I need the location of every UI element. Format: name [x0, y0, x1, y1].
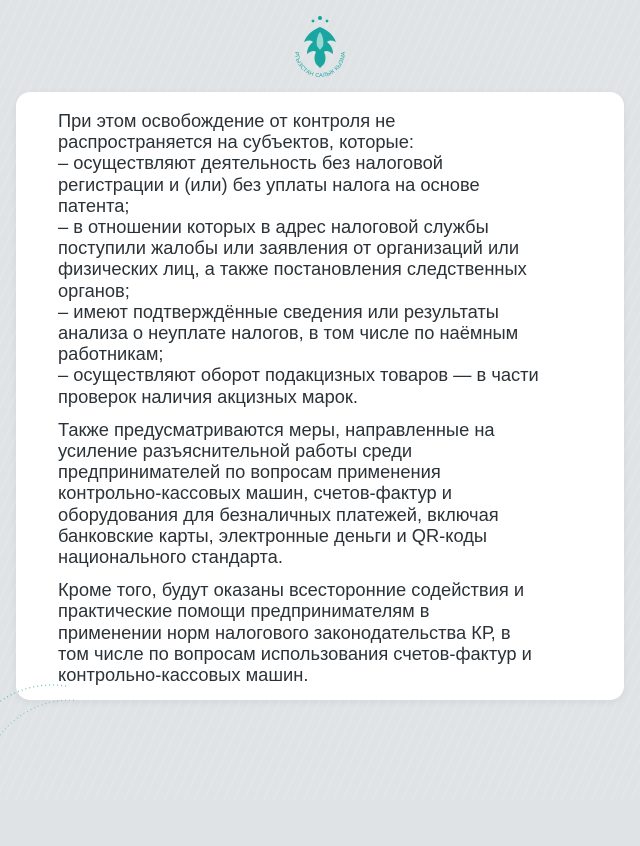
text-line: регистрации и (или) без уплаты налога на основе: [58, 173, 480, 195]
text-line: – осуществляют оборот подакцизных товаров — в части: [58, 364, 539, 386]
text-line: банковские карты, электронные деньги и QR-коды: [58, 524, 488, 546]
text-line: национального стандарта.: [58, 546, 283, 568]
text-line: оборудования для безналичных платежей, включая: [58, 503, 499, 525]
text-line: практические помощи предпринимателям в: [58, 600, 430, 622]
text-line: том числе по вопросам использования счетов-фактур и: [58, 642, 532, 664]
text-line: предпринимателей по вопросам применения: [58, 461, 441, 483]
text-line: Также предусматриваются меры, направленные на: [58, 418, 495, 440]
text-line: контрольно-кассовых машин.: [58, 664, 309, 686]
text-line: поступили жалобы или заявления от организаций или: [58, 237, 520, 259]
text-line: Кроме того, будут оказаны всесторонние содействия и: [58, 579, 525, 601]
text-line: – осуществляют деятельность без налоговой: [58, 152, 443, 174]
content-card: [16, 92, 624, 700]
decorative-arc: [0, 666, 76, 846]
text-line: проверок наличия акцизных марок.: [58, 385, 359, 407]
text-line: применении норм налогового законодательства КР, в: [58, 621, 511, 643]
text-line: усиление разъяснительной работы среди: [58, 440, 413, 462]
text-line: контрольно-кассовых машин, счетов-фактур и: [58, 482, 453, 504]
text-line: При этом освобождение от контроля не: [58, 110, 396, 131]
text-line: распространяется на субъектов, которые:: [58, 131, 414, 153]
tax-service-logo: [283, 12, 357, 86]
text-line: работникам;: [58, 343, 164, 365]
text-line: анализа о неуплате налогов, в том числе по наёмным: [58, 322, 519, 344]
text-line: – в отношении которых в адрес налоговой службы: [58, 216, 489, 238]
paragraph-explanatory-work: [58, 419, 598, 567]
text-line: патента;: [58, 194, 130, 216]
eagle-emblem-icon: [283, 12, 357, 86]
paragraph-exceptions: [58, 110, 598, 407]
card-text: [58, 110, 598, 697]
text-line: физических лиц, а также постановления следственных: [58, 258, 527, 280]
paragraph-assistance: [58, 579, 598, 685]
logo-arc-text: РГЫЗСТАН САЛЫК КЫЗМА: [292, 51, 348, 80]
text-line: – имеют подтверждённые сведения или результаты: [58, 300, 499, 322]
text-line: органов;: [58, 279, 130, 301]
